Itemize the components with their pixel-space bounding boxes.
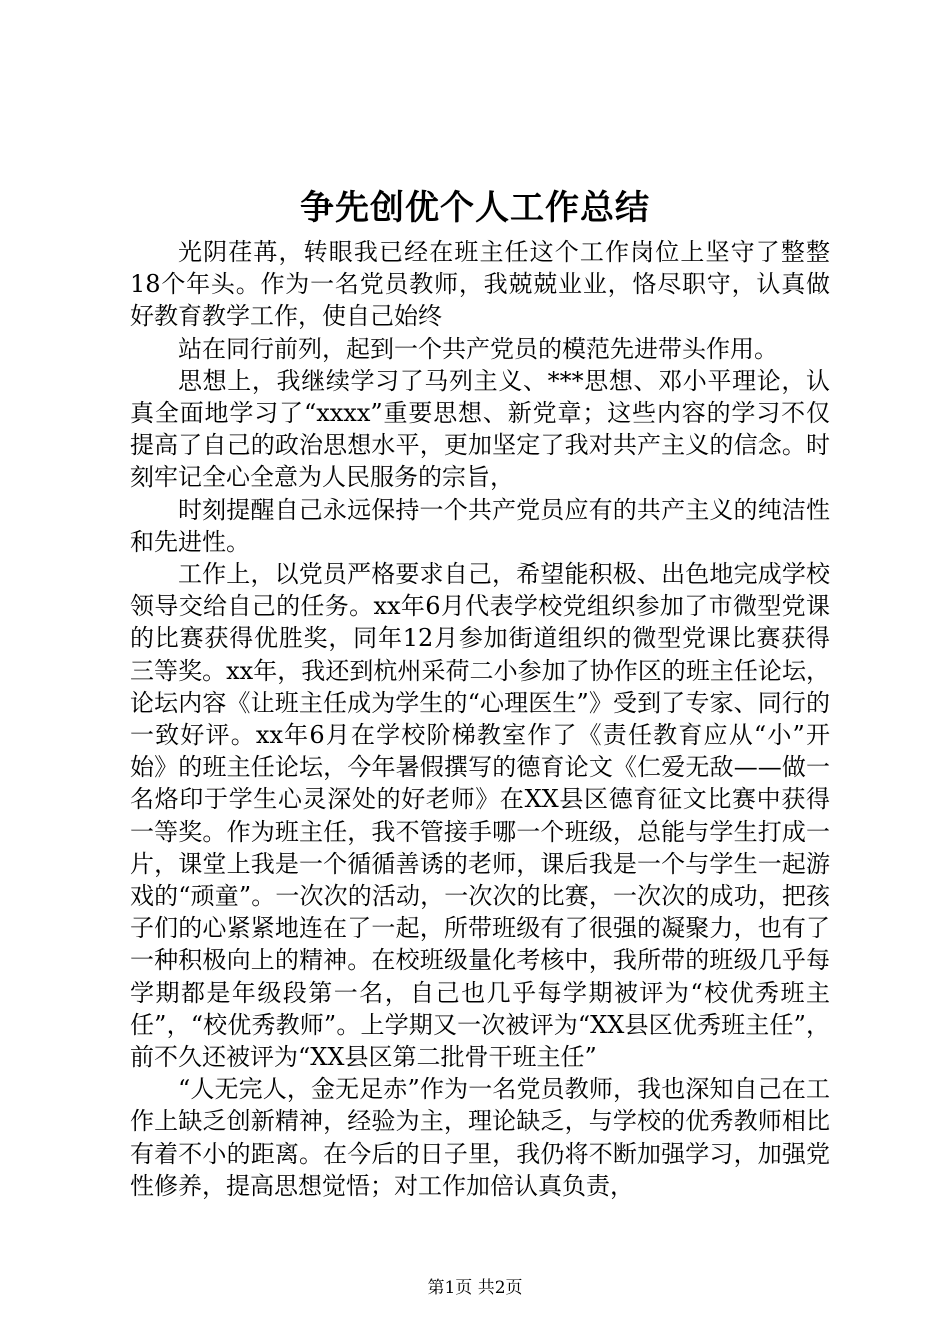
paragraph: “人无完人，金无足赤”作为一名党员教师，我也深知自己在工作上缺乏创新精神，经验为主，理论缺乏，与学校的优秀教师相比有着不小的距离。在今后的日子里，我仍将不断加强学习，加强党性修养，提高思想觉悟；对工作加倍认真负责， bbox=[130, 1075, 830, 1200]
page-footer: 第1页 共2页 bbox=[427, 1278, 523, 1298]
paragraph: 站在同行前列，起到一个共产党员的模范先进带头作用。 bbox=[178, 334, 778, 363]
paragraph: 工作上，以党员严格要求自己，希望能积极、出色地完成学校领导交给自己的任务。xx年6月代表学校党组织参加了市微型党课的比赛获得优胜奖，同年12月参加街道组织的微型党课比赛获得三等奖。xx年，我还到杭州采荷二小参加了协作区的班主任论坛，论坛内容《让班主任成为学生的“心理医生”》受到了专家、同行的一致好评。xx年6月在学校阶梯教室作了《责任教育应从“小”开始》的班主任论坛，今年暑假撰写的德育论文《仁爱无敌——做一名烙印于学生心灵深处的好老师》在XX县区德育征文比赛中获得一等奖。作为班主任，我不管接手哪一个班级，总能与学生打成一片，课堂上我是一个循循善诱的老师，课后我是一个与学生一起游戏的“顽童”。一次次的活动，一次次的比赛，一次次的成功，把孩子们的心紧紧地连在了一起，所带班级有了很强的凝聚力，也有了一种积极向上的精神。在校班级量化考核中，我所带的班级几乎每学期都是年级段第一名，自己也几乎每学期被评为“校优秀班主任”，“校优秀教师”。上学期又一次被评为“XX县区优秀班主任”，前不久还被评为“XX县区第二批骨干班主任” bbox=[130, 560, 830, 1072]
paragraph: 时刻提醒自己永远保持一个共产党员应有的共产主义的纯洁性和先进性。 bbox=[130, 495, 830, 556]
paragraph: 思想上，我继续学习了马列主义、***思想、邓小平理论，认真全面地学习了“xxxx”重要思想、新党章；这些内容的学习不仅提高了自己的政治思想水平，更加坚定了我对共产主义的信念。时刻牢记全心全意为人民服务的宗旨， bbox=[130, 366, 830, 492]
document-body bbox=[130, 236, 830, 1202]
paragraph: 光阴荏苒，转眼我已经在班主任这个工作岗位上坚守了整整18个年头。作为一名党员教师，我兢兢业业，恪尽职守，认真做好教育教学工作，使自己始终 bbox=[130, 238, 830, 331]
document-title: 争先创优个人工作总结 bbox=[300, 188, 650, 228]
